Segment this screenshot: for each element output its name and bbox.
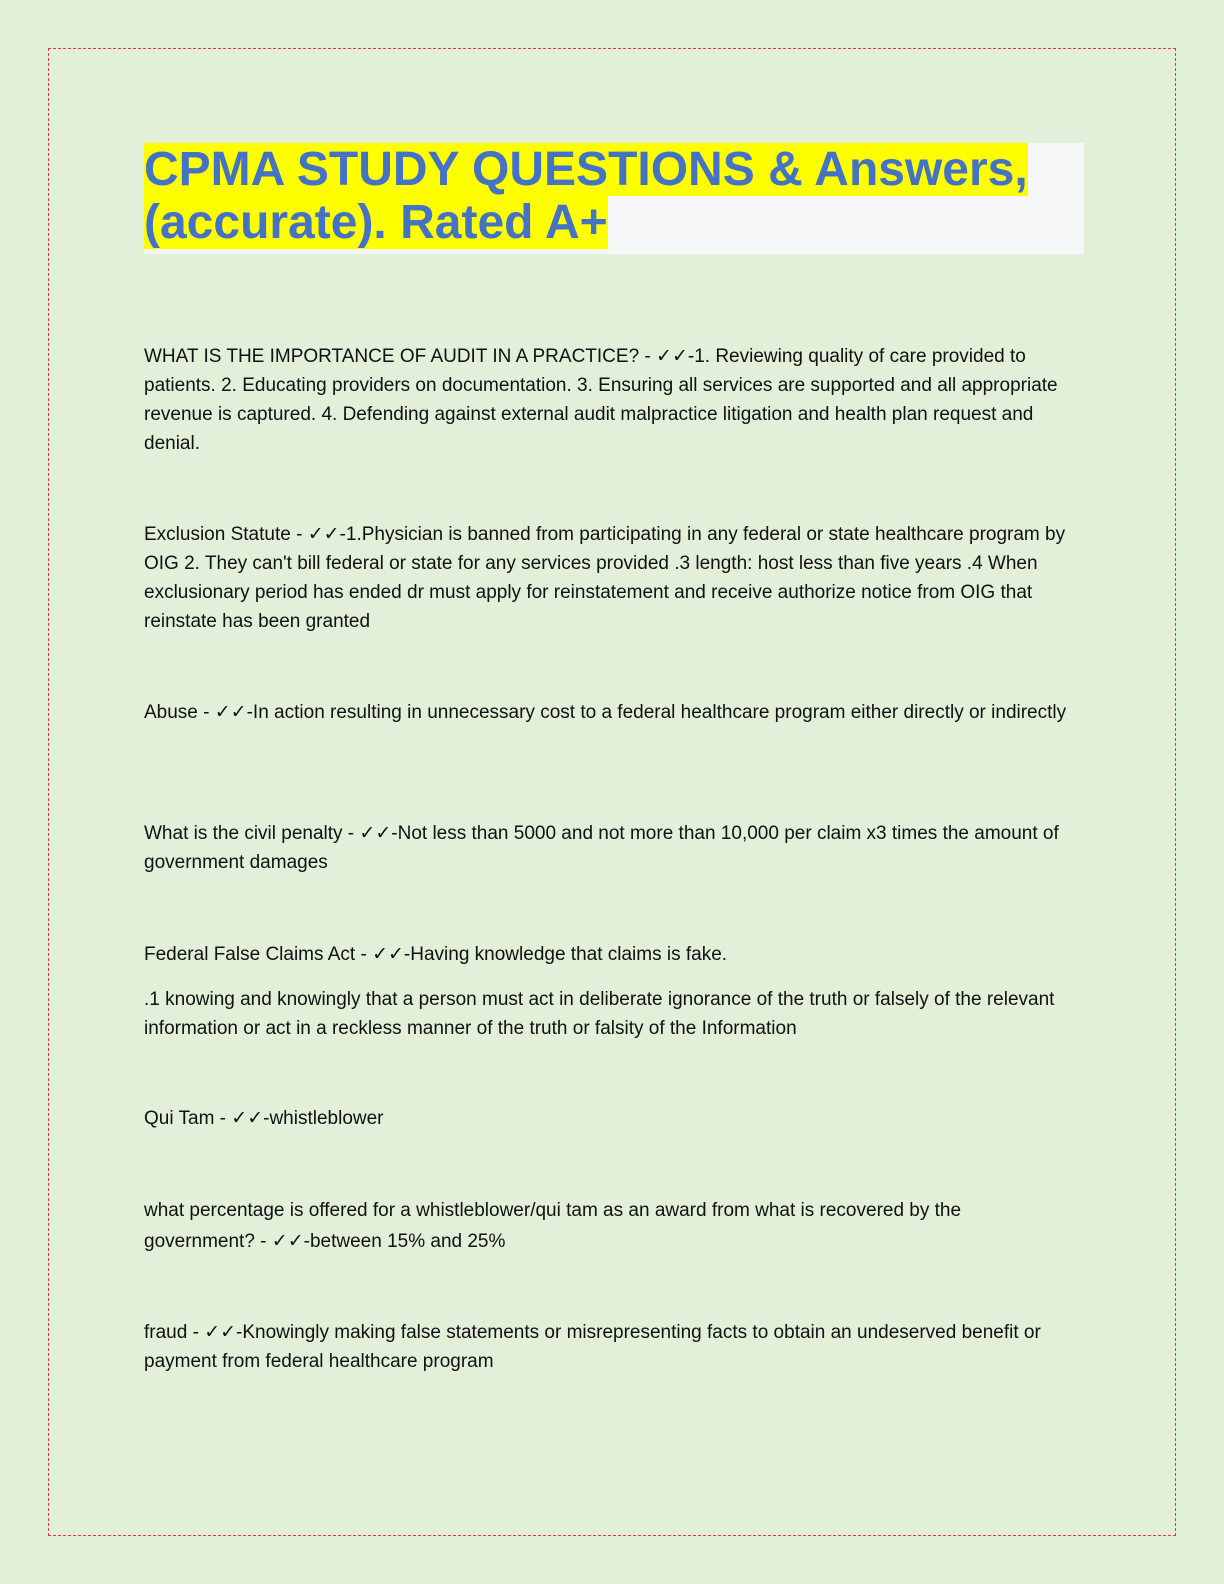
false-claims-act-detail: .1 knowing and knowingly that a person must act in deliberate ignorance of the truth or falsely of the relevant information or act in a reckless manner of the truth or falsity of the Information [144, 989, 1055, 1039]
qa-entry-civil-penalty [144, 819, 1074, 877]
answer-text: -Knowingly making false statements or misrepresenting facts to obtain an undeserved benefit or payment from federal healthcare program [144, 1322, 1041, 1372]
question-text: Abuse - [144, 702, 215, 723]
title-block [144, 143, 1084, 254]
qa-entry-audit-importance [144, 342, 1074, 458]
document-title [144, 143, 1084, 249]
double-check-icon: ✓✓ [231, 1107, 264, 1129]
double-check-icon: ✓✓ [204, 1321, 237, 1343]
answer-text: -whistleblower [263, 1108, 384, 1129]
question-text: WHAT IS THE IMPORTANCE OF AUDIT IN A PRACTICE? - [144, 346, 657, 367]
double-check-icon: ✓✓ [271, 1230, 304, 1252]
question-text: what percentage is offered for a whistleblower/qui tam as an award from what is recovered by the government? - [144, 1200, 962, 1252]
question-text: Qui Tam - [144, 1108, 232, 1129]
question-text: fraud - [144, 1322, 205, 1343]
qa-entry-false-claims-act [144, 940, 1074, 969]
answer-text: -between 15% and 25% [303, 1231, 506, 1252]
double-check-icon: ✓✓ [214, 701, 247, 723]
double-check-icon: ✓✓ [307, 523, 340, 545]
double-check-icon: ✓✓ [359, 822, 392, 844]
answer-text: -Having knowledge that claims is fake. [403, 944, 728, 965]
double-check-icon: ✓✓ [372, 943, 404, 965]
answer-text: -1. Reviewing quality of care provided to patients. 2. Educating providers on documentation. 3. Ensuring all services are supported and all appropriate revenue is captured. 4. Defending against external audit malpractice litigation and health plan request and denial. [144, 346, 1058, 454]
qa-entry-fraud [144, 1318, 1074, 1376]
answer-text: -1.Physician is banned from participating in any federal or state healthcare program by OIG 2. They can't bill federal or state for any services provided .3 length: host less than five years .4 When exclusionary period has ended dr must apply for reinstatement and receive authorize notice from OIG that reinstate has been granted [144, 524, 1066, 632]
question-text: What is the civil penalty - [144, 823, 360, 844]
qa-entry-whistleblower-percentage [144, 1195, 1074, 1257]
answer-text: -Not less than 5000 and not more than 10,000 per claim x3 times the amount of government damages [144, 823, 1059, 873]
answer-text: -In action resulting in unnecessary cost to a federal healthcare program either directly or indirectly [246, 702, 1067, 723]
qa-entry-qui-tam [144, 1104, 1074, 1133]
qa-entry-exclusion-statute [144, 520, 1074, 636]
title-highlight: CPMA STUDY QUESTIONS & Answers, (accurate). Rated A+ [144, 143, 1028, 249]
question-text: Exclusion Statute - [144, 524, 308, 545]
question-text: Federal False Claims Act - [144, 944, 373, 965]
page-border [48, 48, 1176, 1536]
double-check-icon: ✓✓ [656, 345, 688, 367]
qa-entry-abuse [144, 698, 1074, 727]
